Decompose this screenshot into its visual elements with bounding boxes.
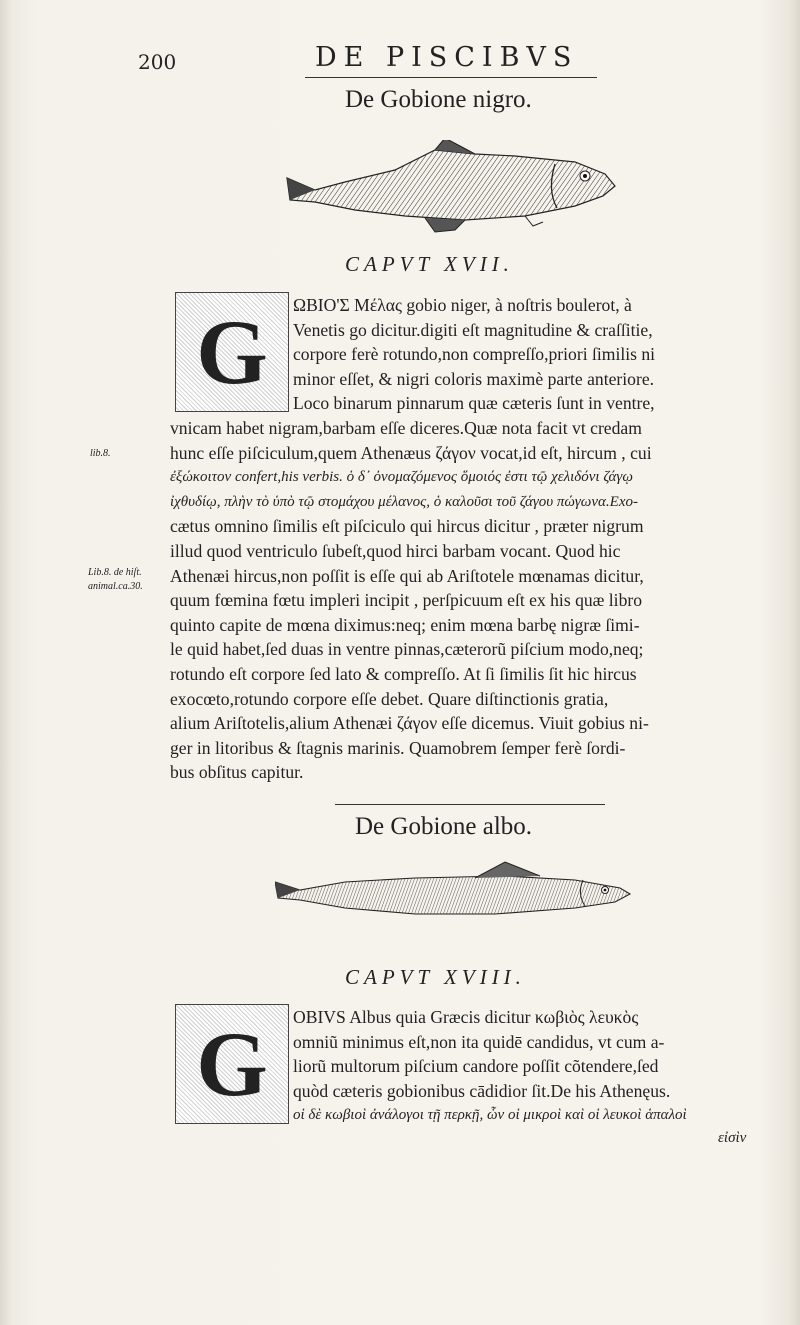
text-line: rotundo eſt corpore ſed lato & compreſſo. At ſi ſimilis ſit hic hircus — [170, 663, 637, 684]
margin-note-2: Lib.8. de hiſt. animal.ca.30. — [88, 567, 143, 592]
initial-letter: G — [196, 301, 268, 403]
chapter-heading-17: CAPVT XVII. — [345, 252, 514, 276]
text-line: quinto capite de mœna diximus:neq; enim mœna barbę nigræ ſimi- — [170, 614, 640, 635]
text-line: illud quod ventriculo ſubeſt,quod hirci barbam vocant. Quod hic — [170, 540, 621, 561]
text-line: alium Ariſtotelis,alium Athenæi ζάγον eſſe dicemus. Viuit gobius ni- — [170, 713, 649, 734]
catchword: εἰσὶν — [718, 1130, 747, 1146]
text-line: minor eſſet, & nigri coloris maximè parte anteriore. — [293, 368, 655, 389]
section1-text-full — [170, 416, 652, 785]
chapter-heading-18: CAPVT XVIII. — [345, 965, 526, 989]
text-line: Athenæi hircus,non poſſit is eſſe qui ab Ariſtotele mœnamas dicitur, — [170, 565, 644, 586]
initial-letter: G — [196, 1013, 268, 1115]
text-line: exocœto,rotundo corpore eſſe debet. Quare diſtinctionis gratia, — [170, 688, 609, 709]
text-line: οἱ δὲ κωβιοὶ ἀνάλογοι τῇ περκῇ, ὧν οἱ μικροὶ καὶ οἱ λευκοὶ ἁπαλοὶ — [293, 1107, 687, 1124]
text-line: omniũ minimus eſt,non ita quidē candidus, vt cum a- — [293, 1031, 665, 1052]
text-line: hunc eſſe piſciculum,quem Athenæus ζάγον vocat,id eſt, hircum , cui — [170, 442, 652, 463]
white-goby-illustration — [275, 858, 635, 928]
margin-note-1: lib.8. — [90, 448, 111, 459]
text-line: quòd cæteris gobionibus cādidior ſit.De his Athenęus. — [293, 1080, 671, 1101]
text-line: Venetis go dicitur.digiti eſt magnitudine & craſſitie, — [293, 319, 653, 340]
section-rule — [335, 804, 605, 805]
text-line: ἐξώκοιτον confert,his verbis. ὁ δ᾽ ὀνομαζόμενος ὅμοιός ἐστι τῷ χελιδόνι ζάγῳ — [170, 469, 633, 486]
text-line: liorũ multorum piſcium candore poſſit cõtendere,ſed — [293, 1056, 659, 1077]
text-line: ΩBIO'Σ Μέλας gobio niger, à noſtris boulerot, à — [293, 295, 632, 315]
decorated-initial-g-2 — [175, 1004, 289, 1124]
section-title-gobione-nigro: De Gobione nigro. — [345, 86, 532, 113]
running-title: DE PISCIBVS — [315, 42, 579, 73]
text-line: vnicam habet nigram,barbam eſſe diceres.Quæ nota facit vt credam — [170, 418, 642, 438]
text-line: Loco binarum pinnarum quæ cæteris ſunt in ventre, — [293, 393, 655, 414]
text-line: ger in litoribus & ſtagnis marinis. Quamobrem ſemper ferè ſordi- — [170, 737, 626, 758]
header-rule — [305, 77, 597, 78]
text-line: ἰχθυδίῳ, πλὴν τὸ ὑπὸ τῷ στομάχου μέλανος, ὁ καλοῦσι τοῦ ζάγου πώγωνα.Exo- — [170, 493, 638, 510]
text-line: corpore ferè rotundo,non compreſſo,priori ſimilis ni — [293, 344, 656, 365]
section1-text-indented — [293, 293, 655, 416]
text-line: cætus omnino ſimilis eſt piſciculo qui hircus dicitur , præter nigrum — [170, 516, 644, 537]
decorated-initial-g — [175, 292, 289, 412]
black-goby-illustration — [285, 140, 625, 240]
text-line: bus obſitus capitur. — [170, 762, 304, 783]
section-title-gobione-albo: De Gobione albo. — [355, 813, 533, 840]
text-line: OBIVS Albus quia Græcis dicitur κωβιὸς λευκὸς — [293, 1007, 639, 1027]
text-line: quum fœmina fœtu impleri incipit , perſpicuum eſt ex his quæ libro — [170, 590, 643, 611]
section2-text — [293, 1005, 687, 1128]
page-number: 200 — [138, 50, 177, 74]
text-line: le quid habet,ſed duas in ventre pinnas,cæterorũ piſcium modo,neq; — [170, 639, 644, 660]
